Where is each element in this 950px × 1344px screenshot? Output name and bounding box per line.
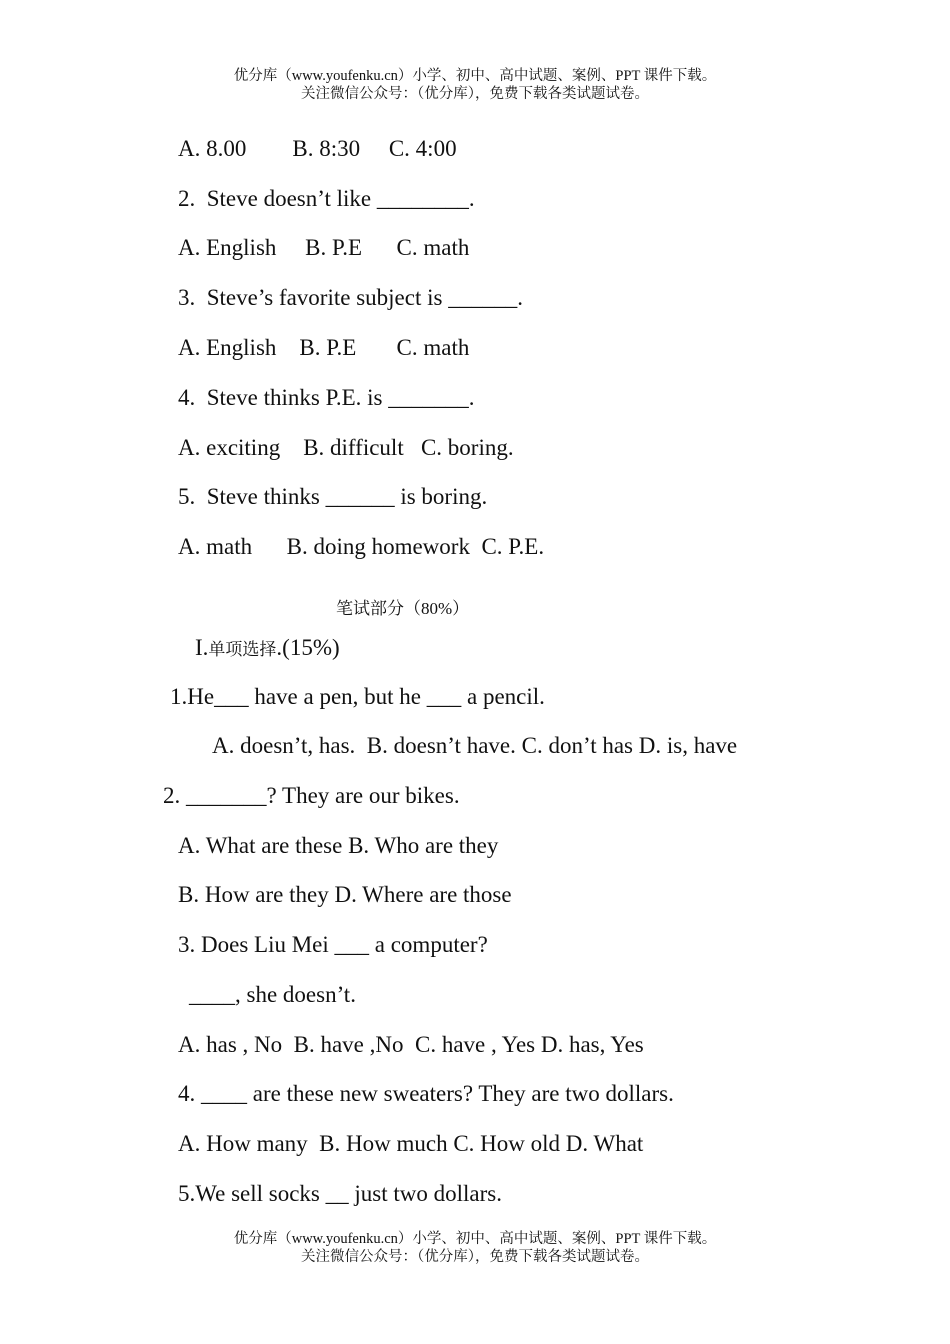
listening-q5-options: A. math B. doing homework C. P.E. [178,534,545,559]
part1-percent: .(15%) [276,635,340,660]
page-header [0,67,950,103]
written-q1-options: A. doesn’t, has. B. doesn’t have. C. don’t has D. is, have [212,733,738,758]
listening-q4: 4. Steve thinks P.E. is _______. [178,385,475,410]
part1-cn-label: 单项选择 [208,640,277,659]
written-q3-answer: ____, she doesn’t. [189,982,356,1007]
listening-q3: 3. Steve’s favorite subject is ______. [178,285,523,310]
listening-q4-options: A. exciting B. difficult C. boring. [178,435,514,460]
written-q5: 5.We sell socks __ just two dollars. [178,1181,502,1206]
written-q2-options-a: A. What are these B. Who are they [178,833,499,858]
listening-q5: 5. Steve thinks ______ is boring. [178,484,488,509]
part1-roman: I. [195,635,209,660]
header-line-1: 优分库（www.youfenku.cn）小学、初中、高中试题、案例、PPT 课件下载。 [233,68,717,84]
listening-q2: 2. Steve doesn’t like ________. [178,186,475,211]
page-footer [0,1230,950,1266]
footer-line-2: 关注微信公众号：（优分库），免费下载各类试题试卷。 [301,1249,649,1265]
written-q4: 4. ____ are these new sweaters? They are two dollars. [178,1081,674,1106]
part1-heading [195,634,340,664]
listening-q3-options: A. English B. P.E C. math [178,335,470,360]
written-q4-options: A. How many B. How much C. How old D. What [178,1131,644,1156]
written-q2-options-b: B. How are they D. Where are those [178,882,512,907]
written-q3-options: A. has , No B. have ,No C. have , Yes D. has, Yes [178,1032,644,1057]
footer-line-1: 优分库（www.youfenku.cn）小学、初中、高中试题、案例、PPT 课件下载。 [233,1231,717,1247]
header-line-2: 关注微信公众号：（优分库），免费下载各类试题试卷。 [301,86,649,102]
listening-q1-options: A. 8.00 B. 8:30 C. 4:00 [178,136,457,161]
listening-q2-options: A. English B. P.E C. math [178,235,470,260]
written-q2: 2. _______? They are our bikes. [163,783,460,808]
written-section-title: 笔试部分（80%） [336,599,470,618]
written-q1: 1.He___ have a pen, but he ___ a pencil. [170,684,545,709]
written-q3: 3. Does Liu Mei ___ a computer? [178,932,488,957]
